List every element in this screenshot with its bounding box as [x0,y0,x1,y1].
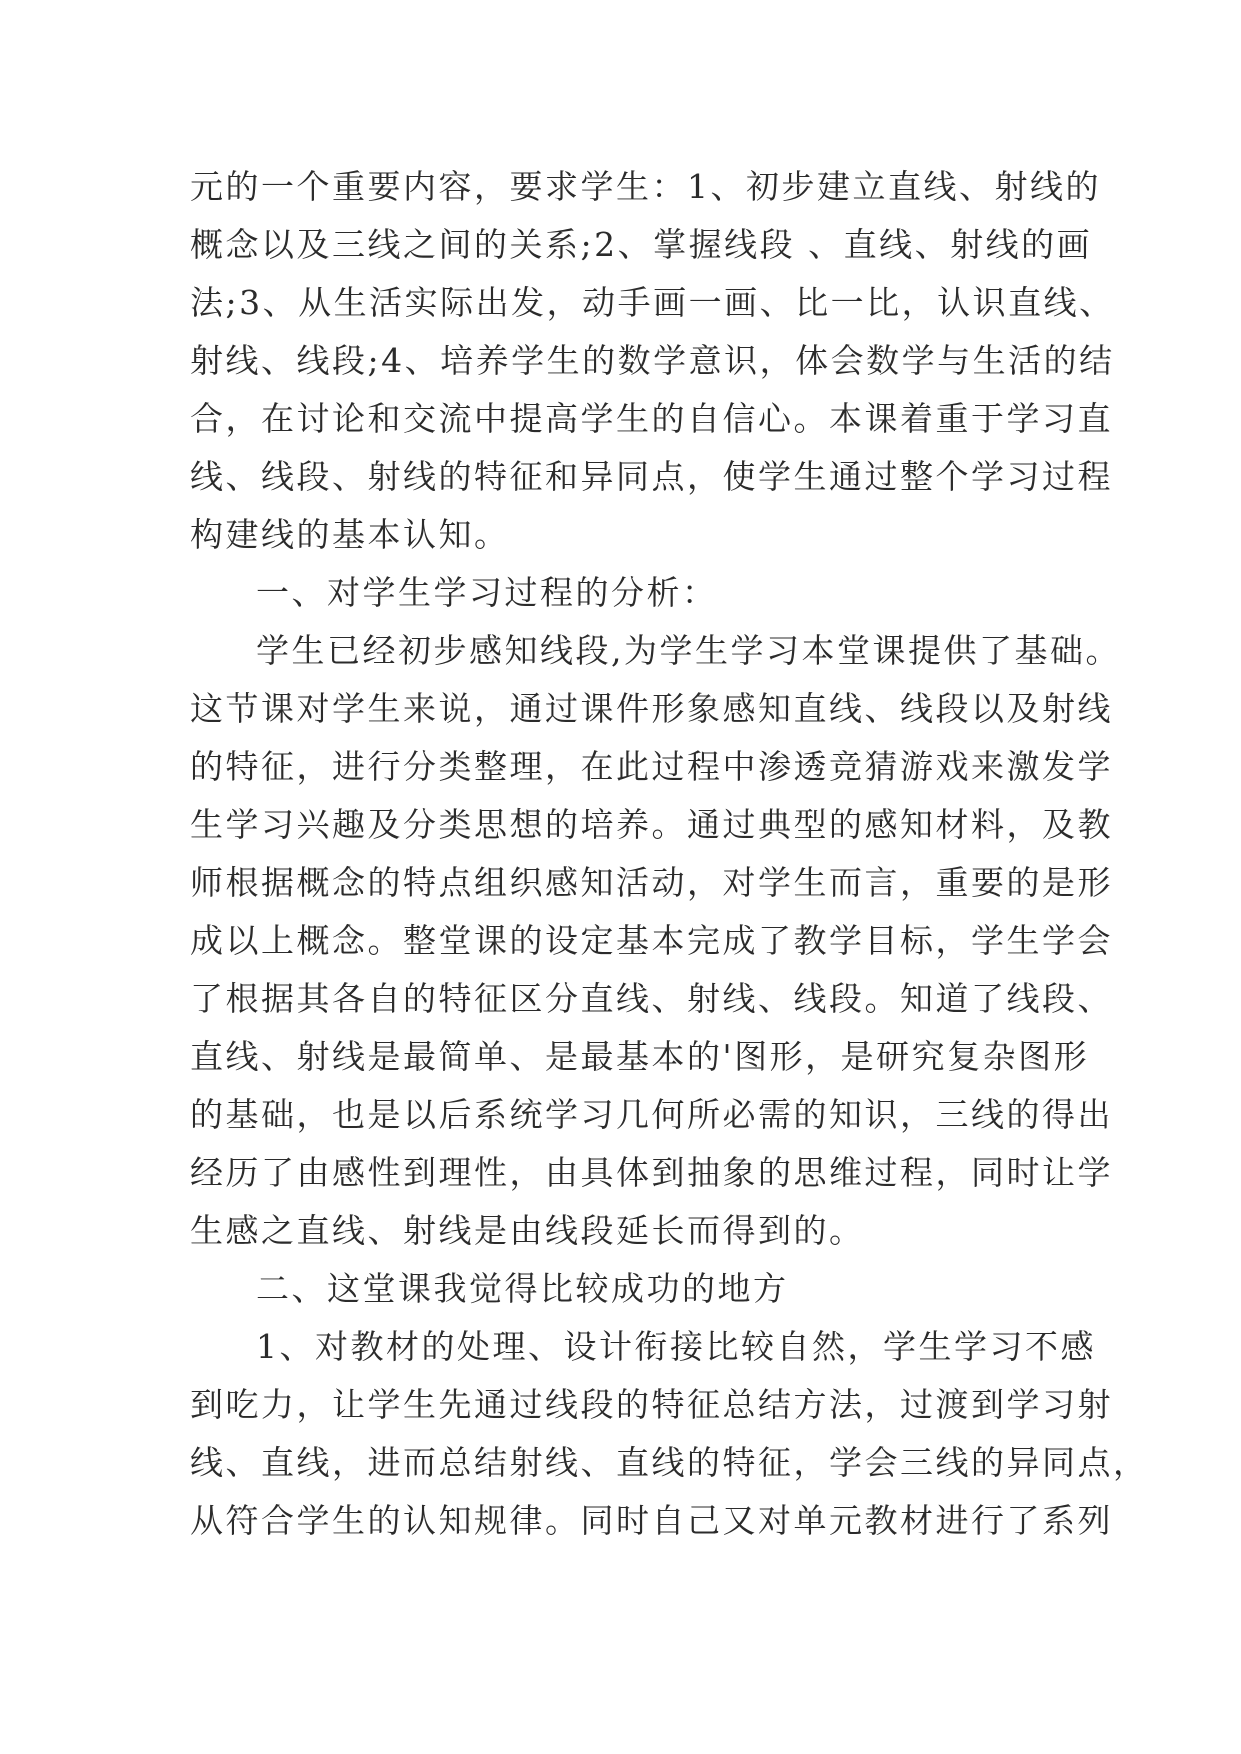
text-line: 合，在讨论和交流中提高学生的自信心。本课着重于学习直 [190,399,1113,438]
text-line: 概念以及三线之间的关系;2、掌握线段 、直线、射线的画 [190,225,1093,264]
text-line: 线、线段、射线的特征和异同点，使学生通过整个学习过程 [190,457,1113,496]
text-line: 的基础，也是以后系统学习几何所必需的知识，三线的得出 [190,1095,1113,1134]
text-line: 生学习兴趣及分类思想的培养。通过典型的感知材料，及教 [190,805,1113,844]
section-heading: 二、这堂课我觉得比较成功的地方 [256,1269,789,1308]
body-text [190,158,1149,1550]
text-line: 成以上概念。整堂课的设定基本完成了教学目标，学生学会 [190,921,1113,960]
text-line: 射线、线段;4、培养学生的数学意识，体会数学与生活的结 [190,341,1115,380]
section-heading: 一、对学生学习过程的分析： [256,573,718,612]
text-line: 了根据其各自的特征区分直线、射线、线段。知道了线段、 [190,979,1113,1018]
text-line: 生感之直线、射线是由线段延长而得到的。 [190,1211,865,1250]
paragraph-start: 1、对教材的处理、设计衔接比较自然，学生学习不感 [256,1327,1096,1366]
text-line: 的特征，进行分类整理，在此过程中渗透竞猜游戏来激发学 [190,747,1113,786]
text-line: 师根据概念的特点组织感知活动，对学生而言，重要的是形 [190,863,1113,902]
text-line: 元的一个重要内容，要求学生：1、初步建立直线、射线的 [190,167,1101,206]
text-line: 经历了由感性到理性，由具体到抽象的思维过程，同时让学 [190,1153,1113,1192]
text-line: 从符合学生的认知规律。同时自己又对单元教材进行了系列 [190,1501,1113,1540]
text-line: 构建线的基本认知。 [190,515,510,554]
text-line: 直线、射线是最简单、是最基本的'图形，是研究复杂图形 [190,1037,1090,1076]
text-line: 这节课对学生来说，通过课件形象感知直线、线段以及射线 [190,689,1113,728]
text-line: 到吃力，让学生先通过线段的特征总结方法，过渡到学习射 [190,1385,1113,1424]
text-line: 线、直线，进而总结射线、直线的特征，学会三线的异同点， [190,1443,1149,1482]
text-line: 法;3、从生活实际出发，动手画一画、比一比，认识直线、 [190,283,1115,322]
paragraph-start: 学生已经初步感知线段,为学生学习本堂课提供了基础。 [256,631,1121,670]
